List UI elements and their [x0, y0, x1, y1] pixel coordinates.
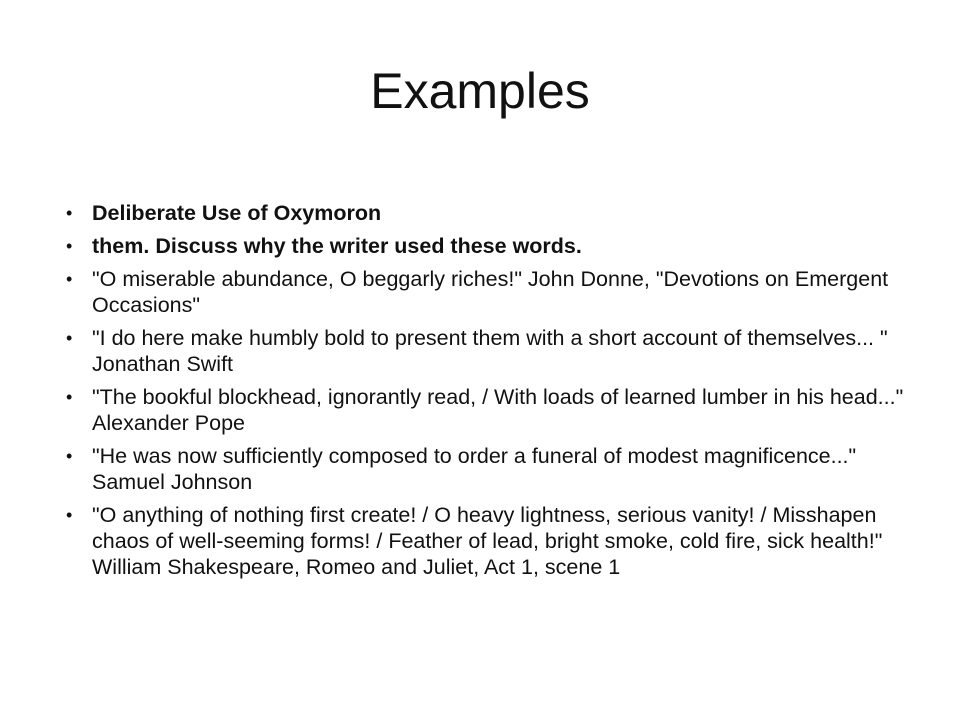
bullet-dot-icon: •	[66, 446, 73, 466]
bullet-text: "O anything of nothing first create! / O heavy lightness, serious vanity! / Misshapen chaos of well-seeming forms! / Feather of lead, bright smoke, cold fire, sick health!" William Shakespeare, Romeo and Juliet, Act 1, scene 1	[92, 503, 883, 579]
bullet-text: "O miserable abundance, O beggarly riches!" John Donne, "Devotions on Emergent Occasions"	[92, 267, 889, 317]
bullet-dot-icon: •	[66, 203, 73, 223]
bullet-item	[66, 200, 922, 226]
bullet-text: "The bookful blockhead, ignorantly read, / With loads of learned lumber in his head..." Alexander Pope	[92, 385, 904, 435]
bullet-text: "He was now sufficiently composed to order a funeral of modest magnificence..." Samuel Johnson	[92, 444, 857, 494]
bullet-dot-icon: •	[66, 236, 73, 256]
bullet-item	[66, 233, 922, 259]
slide-title: Examples	[370, 63, 590, 119]
bullet-item	[66, 325, 922, 377]
bullet-dot-icon: •	[66, 387, 73, 407]
bullet-dot-icon: •	[66, 505, 73, 525]
bullet-item	[66, 266, 922, 318]
bullet-text: "I do here make humbly bold to present them with a short account of themselves... " Jonathan Swift	[92, 326, 888, 376]
bullet-list	[66, 200, 922, 587]
bullet-item	[66, 384, 922, 436]
bullet-text: Deliberate Use of Oxymoron	[92, 201, 382, 225]
bullet-dot-icon: •	[66, 328, 73, 348]
bullet-dot-icon: •	[66, 269, 73, 289]
bullet-item	[66, 443, 922, 495]
bullet-item	[66, 502, 922, 580]
bullet-text: them. Discuss why the writer used these words.	[92, 234, 582, 258]
